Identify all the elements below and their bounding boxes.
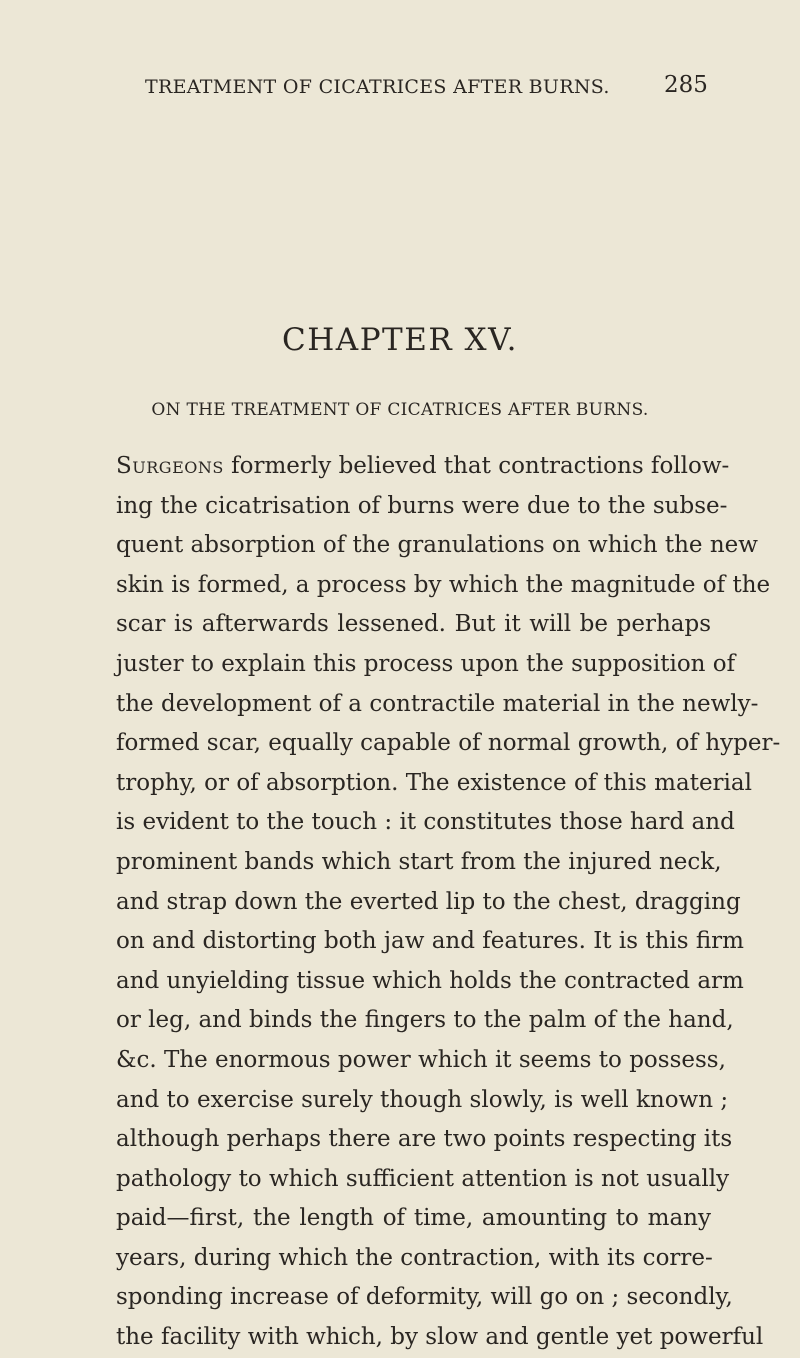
chapter-title: CHAPTER XV.	[282, 322, 518, 358]
paragraph-line: juster to explain this process upon the supposition of	[116, 650, 736, 677]
paragraph-line: skin is formed, a process by which the magnitude of the	[116, 571, 771, 598]
paragraph-line: the development of a contractile material in the newly-	[116, 690, 759, 717]
paragraph-line	[116, 447, 730, 487]
paragraph-line: &c. The enormous power which it seems to possess,	[116, 1046, 726, 1073]
page-number: 285	[664, 72, 708, 98]
paragraph-line: quent absorption of the granulations on which the new	[116, 532, 758, 559]
paragraph-line: and unyielding tissue which holds the contracted arm	[116, 967, 744, 994]
paragraph-line: prominent bands which start from the injured neck,	[116, 848, 722, 875]
paragraph-line: is evident to the touch : it constitutes those hard and	[116, 809, 735, 836]
paragraph-line: although perhaps there are two points respecting its	[116, 1126, 733, 1153]
paragraph-line: scar is afterwards lessened. But it will be perhaps	[116, 611, 711, 638]
paragraph-line: sponding increase of deformity, will go on ; secondly,	[116, 1284, 733, 1311]
paragraph-line: pathology to which sufficient attention is not usually	[116, 1165, 730, 1192]
opening-word: Surgeons	[116, 453, 224, 479]
paragraph-line: years, during which the contraction, with its corre-	[116, 1244, 713, 1271]
paragraph-line: formed scar, equally capable of normal growth, of hyper-	[116, 730, 781, 757]
paragraph-line: the facility with which, by slow and gentle yet powerful	[116, 1324, 764, 1351]
paragraph-line: or leg, and binds the fingers to the palm of the hand,	[116, 1007, 734, 1034]
paragraph-line: trophy, or of absorption. The existence of this material	[116, 769, 752, 796]
body-paragraph	[116, 447, 781, 1358]
paragraph-line: paid—first, the length of time, amounting to many	[116, 1205, 711, 1232]
paragraph-line: and to exercise surely though slowly, is well known ;	[116, 1086, 729, 1113]
chapter-subtitle: ON THE TREATMENT OF CICATRICES AFTER BURNS.	[151, 400, 649, 420]
paragraph-line: and strap down the everted lip to the chest, dragging	[116, 888, 741, 915]
paragraph-line: ing the cicatrisation of burns were due to the subse-	[116, 492, 728, 519]
running-head: TREATMENT OF CICATRICES AFTER BURNS.	[145, 76, 610, 98]
line-text: formerly believed that contractions follow-	[223, 453, 730, 479]
paragraph-line: on and distorting both jaw and features. It is this firm	[116, 928, 744, 955]
